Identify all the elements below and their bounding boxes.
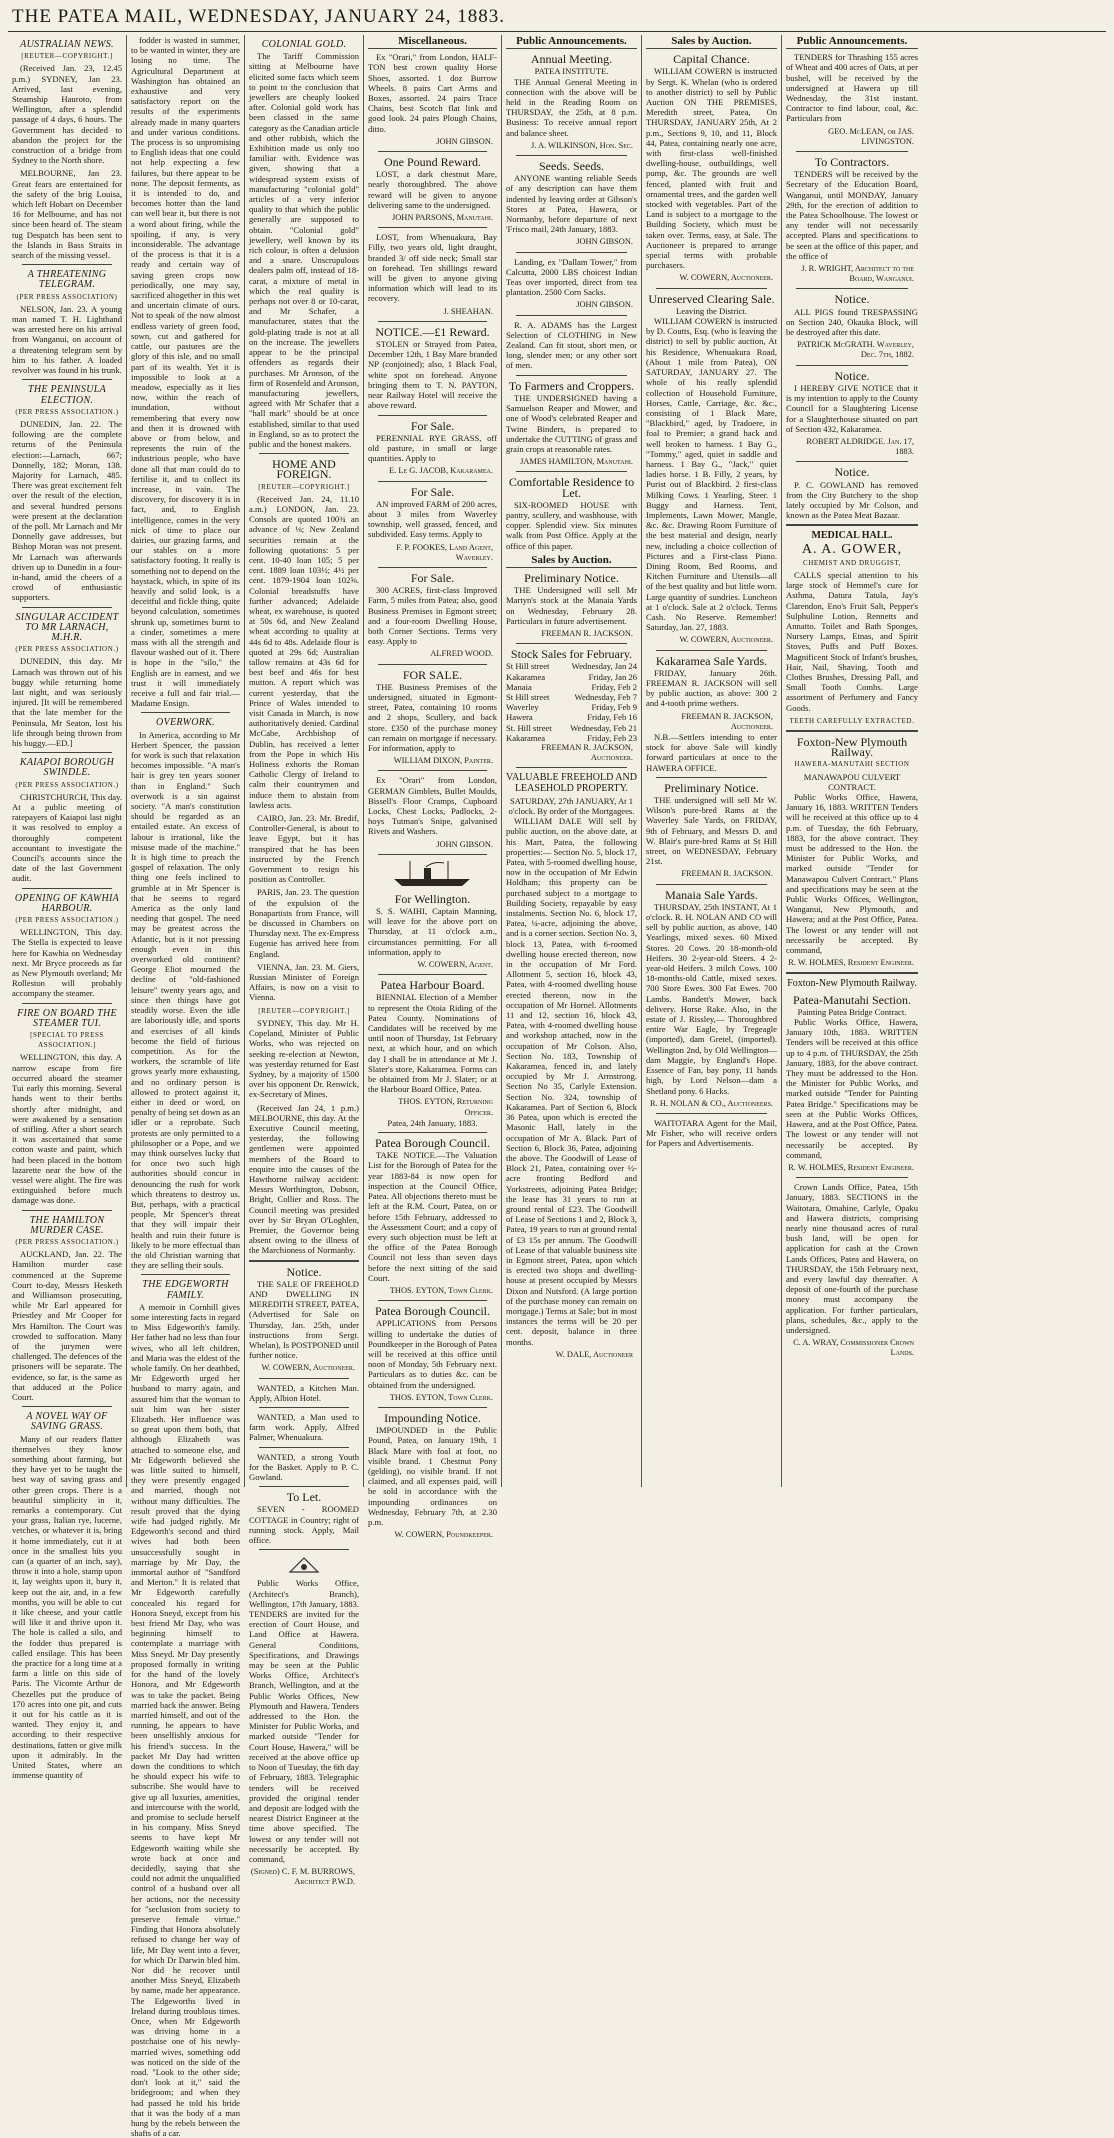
- divider: [22, 888, 112, 889]
- ad-heading: Annual Meeting.: [530, 52, 613, 67]
- ad-text: P. C. GOWLAND has removed from the City Butchery to the shop lately occupied by Mr Colson, and known as the Patea Meat Bazaar.: [786, 479, 918, 521]
- divider: [378, 854, 487, 855]
- ad-signature: THOS. EYTON, Returning Officer.: [398, 1097, 493, 1117]
- ad-heading: To Let.: [286, 1490, 322, 1505]
- column-6: [642, 35, 782, 1487]
- ad-text: WANTED, a Kitchen Man. Apply, Albion Hotel.: [249, 1382, 359, 1403]
- column-3: [245, 35, 364, 1887]
- ad-heading: Notice.: [286, 1264, 322, 1279]
- article-text: Many of our readers flatter themselves they know something about farming, but they have yet to be taught the best way of saving grass and other green crops. There is a beautiful simplicity in it, remarks a contemporary. Cut your grass, Italian rye, lucerne, vetches, or whatever it is, bring it home immediately, cut it at once in the smallest bits you can (a quarter of an inch, say), throw it into a hole, stamp upon it, lay weights upon it, bury it, keep out the air, and, in a few months, you will be able to cut it like cheese, and your cattle will like it and thrive upon it. The hole is called a silo, and the fodder thus prepared is called ensilage. This has been the practice for a long time at a farm a little on this side of Paris. The Vicomte Arthur de Chezelles put the produce of 170 acres into one pit, and cuts it out for his cattle as it is wanted. They enjoy it, and according to their respective destinations, fatten or give milk upon it admirably. In the United States, where an immense quantity of: [12, 1433, 122, 1781]
- divider: [516, 155, 627, 156]
- article-text: In America, according to Mr Herbert Spencer, the passion for work is such that relaxation becomes impossible. "A man's hair is grey ten years sooner than in England." Such overwork is a sin against society. "A man's constitution should be regarded as an entailed estate. An excess of labour is irrational, like the misuse made of the machine." It is high time to preach the gospel of relaxation. The only thing one feels inclined to grumble at in Mr Spencer is that he seems to regard America as the only land needing that gospel. The need may be greatest across the Atlantic, but is it not pressing enough even in this overworked old continent? George Eliot mourned the decline of "old-fashioned leisure" twenty years ago, and since then things have got steadily worse. Even the idle are laboriously idle, and sports and exercises of all kinds become the field of furious competition. As for the workers, the scramble of life grows yearly more exhausting, and no ordinary person is allowed to protect against it, either in deed or word, on penalty of being set down as an idler or a reprobate. Such protests are only permitted to a philosopher or a Pope, and we may think ourselves lucky that for once two such high authorities should concur in denouncing the rush for work which threatens to destroy us. But, perhaps, with a practical people, Mr Spencer's threat that they will impair their health and ruin their future is likely to be more effectual than the old Christian warning that they are selling their souls.: [131, 729, 240, 1271]
- ad-text: N.B.—Settlers intending to enter stock for above Sale will kindly forward particulars at once to the HAWERA OFFICE.: [646, 732, 777, 773]
- byline: (PER PRESS ASSOCIATION.): [15, 645, 119, 654]
- ad-signature: JOHN GIBSON.: [436, 136, 493, 146]
- headline: COLONIAL GOLD.: [261, 39, 347, 50]
- ad-signature: W. COWERN, Auctioneer.: [679, 635, 773, 645]
- headline: SINGULAR ACCIDENT TO MR LARNACH, M.H.R.: [15, 611, 119, 643]
- sale-date: Wednesday, Feb 21: [570, 722, 637, 733]
- byline: (PER PRESS ASSOCIATION.): [15, 780, 119, 789]
- ad-signature: THOS. EYTON, Town Clerk.: [389, 1392, 493, 1402]
- table-row: [506, 702, 637, 712]
- headline: OPENING OF KAWHIA HARBOUR.: [14, 892, 120, 914]
- ad-signature: W. COWERN, Agent.: [417, 960, 493, 970]
- divider: [516, 252, 627, 253]
- divider: [22, 1210, 112, 1211]
- ad-text: WILLIAM COWERN is instructed by D. Coutts, Esq. (who is leaving the district) to sell by public auction, At his Residence, Whenuakura Road, (About 1 mile from Patea), ON SATURDAY, JANUARY 27. The whole of his really splendid collection of Household Furniture, Horses, Cattle, Carriage, &c. &c., consisting of 1 Black Mare, "Blackbird," aged, by Tradoere, in foal to Premier; a grand hack and well broken to harness. 1 Bay G., "Tommy," aged, quiet in saddle and harness. 1 Bay G., "Jack," quiet ladies horse. 1 B. Filly, 2 years, by Purist out of Blackbird. 2 first-class Milking Cows. 1 Yearling, Steer. 1 Buggy and Harness. Tent, Implements, Lawn Mower, Mangle, &c. &c. Drawing Room Furniture of the best material and design, nearly new, including a choice collection of Pictures and a First-class Piano. Dining Room, Bed Rooms, and Kitchen Furniture and Utensils—all of the best quality and but little worn. Large quantity of sundries. Luncheon at 1 o'clock. Sale at 2 o'clock. Terms Cash. No Reserve. Remember! Saturday, Jan. 27, 1883.: [646, 316, 777, 633]
- ad-signature: C. A. WRAY, Commissioner Crown Lands.: [793, 1338, 914, 1358]
- byline: (PER PRESS ASSOCIATION.): [15, 916, 119, 925]
- article-text: MELBOURNE, Jan 23. Great fears are entertained for the safety of the brig Louisa, which left Hobart on December 16 for Melbourne, and has not since been heard of. The steam tug Despatch has been sent to the Islands in Bass Straits in search of the missing vessel.: [12, 168, 122, 261]
- ad-signature: R. W. HOLMES, Resident Engineer.: [788, 1162, 914, 1172]
- ad-subheading: Patea-Manutahi Section.: [793, 992, 911, 1007]
- table-row: [506, 723, 637, 733]
- masthead-title: THE PATEA MAIL, WEDNESDAY, JANUARY 24, 1883.: [12, 6, 506, 27]
- ad-text: TAKE NOTICE.—The Valuation List for the Borough of Patea for the year 1883-84 is now open for inspection at the Council Office, Patea. All objections thereto must be left at the R.M. Court, Patea, on or before 15th February, addressed to the Assessment Court; and a copy of every such objection must be left at the office of the Patea Borough Council not less than seven days before the next sitting of the said Court.: [368, 1150, 497, 1283]
- divider: [656, 1113, 767, 1114]
- divider: [141, 1274, 230, 1275]
- article-text: WELLINGTON, this day. A narrow escape from fire occurred aboard the steamer Tui early this morning. Several hands went to their berths shortly after midnight, and were awakened by a sensation of stifling. After a short search it was ascertained that some cotton waste and paint, which had been placed in the bottom lazarette near the bow of the vessel were alight. The fire was extinguished before much damage was done.: [12, 1052, 122, 1206]
- ad-text: IMPOUNDED in the Public Pound, Patea, on January 19th, 1 Black Mare with foal at foot, no visible brand. 1 Chestnut Pony (gelding), no visible brand. If not claimed, and all expenses paid, will be sold in accordance with the impounding ordinances on Wednesday, February 7th, at 2.30 p.m.: [368, 1425, 497, 1527]
- ad-heading: Patea Harbour Board.: [380, 978, 485, 993]
- divider: [516, 471, 627, 472]
- divider: [796, 365, 908, 366]
- ad-text: THE Annual General Meeting in connection with the above will be held in the Reading Room on THURSDAY, the 25th, at 8 p.m. Business: To receive annual report and balance sheet.: [506, 76, 637, 138]
- headline: THE EDGEWORTH FAMILY.: [142, 1279, 229, 1301]
- column-header: Sales by Auction.: [646, 35, 777, 49]
- divider: [656, 884, 767, 885]
- ad-text: THURSDAY, 25th INSTANT, At 1 o'clock. R. H. NOLAN AND CO will sell by public auction, as above, 140 Yearlings, mixed sexes. 60 Mixed Stores. 20 Cows. 20 18-month-old Heifers. 30 2-year-old Steers. 4 2-year-old Heifers. 3 milch Cows. 100 18-months-old Cattle, mixed sexes. 700 Store Ewes. 300 Fat Ewes. 700 Lambs. Bandett's Mower, back delivery. Horse Rake. Also, in the estate of J. Rissley,— Thoroughbred entire War Eagle, by Tregeagle (imported), dam Gretel, (imported). Wellington 2nd, by Old Wellington—dam Maggie, by England's Hope. Essence of Fan, bay pony, 11 hands high, by Lord Nelson—dam a Shetland pony. 6 Hacks.: [646, 901, 777, 1096]
- sale-date: Friday, Feb 23: [587, 732, 637, 743]
- ad-signature: WILLIAM DIXON, Painter.: [393, 756, 493, 766]
- table-row: [506, 672, 637, 682]
- ad-text: THE UNDERSIGNED having a Samuelson Reaper and Mower, and one of Wood's celebrated Reaper and Twine Binders, is prepared to undertake the CUTTING of grass and grain crops at reasonable rates.: [506, 392, 637, 454]
- divider: [249, 1260, 359, 1262]
- article-text: (Received Jan 24, 1 p.m.) MELBOURNE, this day. At the Executive Council meeting, yesterday, the following gentlemen were appointed members of the Board to enquire into the causes of the Hawthorne railway accident: Messrs Worthington, Dobson, Bright, Collier and Ross. The Council meeting was presided over by Sir Bryan O'Loghlen, Premier, the Governor being absent owing to the illness of the Marchioness of Normanby.: [249, 1102, 359, 1256]
- table-row: [506, 661, 637, 671]
- ad-text: APPLICATIONS from Persons willing to undertake the duties of Poundkeeper in the Borough of Patea will be received at this office until noon of Monday, 5th February next. Particulars as to duties &c. can be obtained from the undersigned.: [368, 1318, 497, 1390]
- column-4: [364, 35, 502, 1540]
- ad-heading: Unreserved Clearing Sale.: [648, 291, 775, 306]
- sale-place: St Hill street: [506, 661, 550, 672]
- divider: [259, 1486, 349, 1487]
- ad-heading: Preliminary Notice.: [524, 570, 619, 585]
- ad-text: AN improved FARM of 200 acres, about 3 miles from Waverley township, well grassed, fenced, and subdivided. Easy terms. Apply to: [368, 498, 497, 540]
- ad-heading: For Sale.: [410, 484, 455, 499]
- ad-text: ANYONE wanting reliable Seeds of any description can have them indented by leaving order at Gibson's Stores at Patea, Hawera, or Normanby, before departure of next 'Frisco mail, 24th January, 1883.: [506, 173, 637, 235]
- ad-text: TENDERS will be received by the Secretary of the Education Board, Wanganui, until MONDAY, January 29th, for the erection of addition to the Patea Schoolhouse. The lowest or any tender will not necessarily accepted. Plans and specifications to be seen at the office of this paper, and the office of: [786, 169, 918, 261]
- ad-heading: Foxton-New Plymouth Railway.: [796, 734, 908, 760]
- ad-heading: Patea Borough Council.: [375, 1136, 490, 1151]
- ad-heading: Stock Sales for February.: [510, 647, 633, 662]
- table-row: [506, 712, 637, 722]
- ad-signature: PATRICK McGRATH. Waverley, Dec. 7th, 1882.: [797, 340, 914, 360]
- divider: [786, 524, 918, 526]
- sale-date: Wednesday, Jan 24: [571, 661, 637, 672]
- article-text: CHRISTCHURCH, This day. At a public meeting of ratepayers of Kaiapoi last night it was resolved to employ a thoroughly competent accountant to investigate the Council's accounts since the date of the last Government audit.: [12, 791, 122, 884]
- article-text: SYDNEY, This day. Mr H. Copeland, Minister of Public Works, who was rejected on seeking re-election at Newton, was yesterday returned for East Sydney, by a majority of 1500 over his opponent Dr. Renwick, ex-Secretary of Mines.: [249, 1017, 359, 1100]
- ad-text: PERENNIAL RYE GRASS, off old pasture, in small or large quantities. Apply to: [368, 432, 497, 464]
- column-7: [782, 35, 922, 1487]
- headline: AUSTRALIAN NEWS.: [20, 39, 114, 50]
- article-text: The Tariff Commission sitting at Melbourne have elicited some facts which seem to point to the conclusion that jewellers are cheaply looked after. Colonial gold work has been classed in the same category as the Canadian article and other rubbish, which the Exhibition made us only too familiar with. Evidence was given, showing that a widespread system exists of manufacturing "colonial gold" articles of a very inferior quality to that which the public generally are supposed to obtain. "Colonial gold" jewellery, well known by its rich colour, is often a delusion and a snare. Unscrupulous dealers palm off, instead of 18-carat, a mixture of metal in which the real quality is perhaps not over 8 or 10-carat, and Mr Schafer, a manufacturer, states that the gold-plating trade is not at all on the increase. The jewellers appear to be the principal offenders as regards their purchases. Mr Aronson, of the firm of Rosenfeld and Aronson, manufacturing jewellers, agreed with Mr Schafer that a "hall mark" should be at once established, similar to that used in England, so as to protect the public and the honest makers.: [249, 51, 359, 449]
- divider: [656, 777, 767, 778]
- headline: OVERWORK.: [156, 717, 215, 729]
- ad-heading: Foxton-New Plymouth Railway.: [787, 978, 917, 990]
- divider: [22, 607, 112, 608]
- ad-text: WILLIAM COWERN is instructed by Sergt. K. Whelan (who is ordered to another district) to sell by Public Auction ON THE PREMISES, Meredith street, Patea, On THURSDAY, JANUARY 25th, At 2 p.m., Sections 9, 10, and 11, Block 44, Patea, containing nearly one acre, with first-class well-finished dwelling-house, outbuildings, well pump, &c. The grounds are well fenced, planted with fruit and ornamental trees, and the garden well stocked with vegetables. Part of the Land is subject to a mortgage to the Building Society, which must be taken over. Terms, easy, at Sale. The Auctioneer is prepared to arrange special terms with probable purchasers.: [646, 66, 777, 271]
- divider: [378, 415, 487, 416]
- sale-place: Manaia: [506, 681, 532, 692]
- sale-place: Kakaramea: [506, 732, 546, 743]
- ad-heading: Seeds. Seeds.: [539, 159, 604, 174]
- ad-subheading: A. A. GOWER,: [801, 541, 903, 557]
- divider: [141, 712, 230, 713]
- article-text: WELLINGTON, This day. The Stella is expected to leave here for Kawhia on Wednesday next. Mr Bryce proceeds as far as New Plymouth overland; Mr Rolleston will probably accompany the steamer.: [12, 927, 122, 999]
- byline: (PER PRESS ASSOCIATION): [16, 292, 118, 301]
- ad-heading: For Wellington.: [394, 891, 471, 906]
- divider: [378, 567, 487, 568]
- ad-heading: One Pound Reward.: [384, 155, 481, 170]
- byline: [REUTER—COPYRIGHT.]: [258, 482, 350, 491]
- ad-text: Ex "Orari" from London, GERMAN Gimblets, Bullet Moulds, Bissell's Floor Cramps, Cupboard Locks, Chest Locks, Padlocks, 2-hoys Tutman's Snipe, galvanised Rivets and Washers.: [368, 775, 497, 837]
- headline: THE HAMILTON MURDER CASE.: [29, 1214, 105, 1236]
- headline: FIRE ON BOARD THE STEAMER TUI.: [17, 1007, 117, 1029]
- ad-signature: JOHN GIBSON.: [576, 300, 633, 310]
- ad-heading: Notice.: [834, 292, 870, 307]
- column-header: Sales by Auction.: [506, 554, 637, 568]
- ad-text: TENDERS for Thrashing 155 acres of Wheat and 400 acres of Oats, at per bushel, will be received by the undersigned at Hawera up till Wednesday, the 31st instant. Contractor to find labour, coal, &c. Particulars from: [786, 52, 918, 124]
- ad-heading: To Contractors.: [814, 155, 890, 170]
- divider: [378, 1300, 487, 1301]
- ad-text: ALL PIGS found TRESPASSING on Section 240, Okauka Block, will be destroyed after this date.: [786, 306, 918, 338]
- ad-subheading: HAWERA-MANUTAHI SECTION: [794, 760, 910, 769]
- ad-text: LOST, from Whenuakura, Bay Filly, two years old, light draught, branded 3/ off side neck; Small star on forehead. Ten shillings reward will be given to anyone giving information which will lead to its recovery.: [368, 232, 497, 304]
- divider: [378, 321, 487, 322]
- divider: [378, 974, 487, 975]
- divider: [378, 151, 487, 152]
- divider: [259, 1549, 349, 1550]
- headline: HOME AND FOREIGN.: [272, 457, 336, 482]
- divider: [22, 1406, 112, 1407]
- article-text: AUCKLAND, Jan. 22. The Hamilton murder case commenced at the Supreme Court to-day, Messrs Hesketh and Williamson prosecuting, while Mr Earl appeared for Priestley and Mr Cooper for Mrs Hamilton. The Court was crowded to suffocation. Many of the jurymen were challenged. The defences of the prisoners will be separate. The evidence, so far, is the same as that adduced at the Police Court.: [12, 1249, 122, 1402]
- divider: [796, 1177, 908, 1178]
- ad-subheading: SATURDAY, 27th JANUARY, At 1 o'clock. By order of the Mortgagees.: [508, 795, 635, 816]
- sale-place: Waverley: [506, 702, 539, 713]
- ad-signature: ROBERT ALDRIDGE. Jan. 17, 1883.: [806, 436, 914, 457]
- stock-sales-table: [506, 661, 637, 743]
- ad-text: WANTED, a strong Youth for the Basket. Apply to P. C. Gowland.: [249, 1451, 359, 1483]
- ad-text: THE Undersigned will sell Mr Martyn's stock at the Manaia Yards on Wednesday, February 28. Particulars in future advertisement.: [506, 585, 637, 626]
- ad-signature: TEETH CAREFULLY EXTRACTED.: [789, 716, 915, 725]
- divider: [796, 288, 908, 289]
- sale-date: Wednesday, Feb 7: [574, 691, 637, 702]
- headline: A NOVEL WAY OF SAVING GRASS.: [26, 1411, 108, 1433]
- ad-text: WANTED, a Man used to farm work. Apply, Alfred Palmer, Whenuakura.: [249, 1412, 359, 1443]
- ad-signature: ALFRED WOOD.: [430, 649, 493, 659]
- divider: [656, 288, 767, 289]
- headline: THE PENINSULA ELECTION.: [27, 384, 107, 406]
- ad-signature: JOHN GIBSON.: [576, 237, 633, 247]
- sale-place: Kakaramea: [506, 671, 546, 682]
- ad-text: SEVEN - ROOMED COTTAGE in Country; right of running stock. Apply, Mail office.: [249, 1504, 359, 1546]
- ad-heading: To Farmers and Croppers.: [508, 378, 635, 393]
- ad-signature: JOHN PARSONS, Manutahi.: [391, 213, 493, 223]
- column-header: Miscellaneous.: [368, 35, 497, 49]
- divider: [22, 264, 112, 265]
- ad-text: R. A. ADAMS has the Largest Selection of CLOTHING in New Zealand. Can fit stout, short men, or long, slender men; or any other sort of men.: [506, 319, 637, 371]
- byline: (PER PRESS ASSOCIATION.): [15, 1237, 119, 1246]
- ad-signature: THOS. EYTON, Town Clerk.: [389, 1285, 493, 1295]
- headline: KAIAPOI BOROUGH SWINDLE.: [19, 757, 115, 779]
- ad-text: THE undersigned will sell Mr W. Wilson's pure-bred Rams at the Waverley Sale Yards, on FRIDAY, 9th of February, and Messrs D. and W. Blair's pure-bred Rams at St Hill street, on WEDNESDAY, February 21st.: [646, 795, 777, 867]
- ad-subheading: Leaving the District.: [676, 305, 747, 316]
- article-text: DUNEDIN, Jan. 22. The following are the complete returns of the Peninsula election:—Larnach, 667; Donnelly, 182; Moran, 138. Majority for Larnach, 485. There was great excitement felt over the result of the election, and several hundred persons were present at the declaration of the poll. Mr Larnach and Mr Donnelly gave addresses, but Bishop Moran was not present. Mr Larnach was afterwards driven up to Dunedin in a four-in-hand, amid the cheers of a crowd of enthusiastic supporters.: [12, 418, 122, 603]
- ad-text: SIX-ROOMED HOUSE with pantry, scullery, and washhouse, with copper. Splendid view. Six minutes walk from Post Office. Apply at the office of this paper.: [506, 499, 637, 551]
- byline: (PER PRESS ASSOCIATION.): [15, 407, 119, 416]
- divider: [516, 767, 627, 768]
- columns: [8, 35, 1106, 2138]
- ad-heading: For Sale.: [410, 570, 455, 585]
- table-row: [506, 682, 637, 692]
- ad-signature: GEO. McLEAN, or JAS. LIVINGSTON.: [828, 126, 914, 146]
- ad-signature: R. W. HOLMES, Resident Engineer.: [788, 958, 914, 968]
- ad-text: Public Works Office, Hawera, January 10th, 1883. WRITTEN Tenders will be received at this office up to 4 p.m. of THURSDAY, the 25th January, 1883, for the above contract. They must be addressed to the Hon. the Minister for Public Works, and marked outside "Tender for Painting Patea Bridge." Specifications may be seen at the Public Works Offices, Hawera, and at the Post Office, Patea. The lowest or any tender will not necessarily be accepted. By command,: [786, 1017, 918, 1160]
- ad-heading: Preliminary Notice.: [664, 780, 759, 795]
- sale-date: Friday, Feb 16: [587, 712, 637, 723]
- ad-signature: FREEMAN R. JACKSON, Auctioneer.: [681, 711, 773, 731]
- ad-subheading: Painting Patea Bridge Contract.: [797, 1006, 907, 1017]
- ad-signature: FREEMAN R. JACKSON, Auctioneer.: [541, 742, 633, 763]
- divider: [378, 770, 487, 771]
- ad-text: FRIDAY, January 26th. FREEMAN R. JACKSON will sell by public auction, as above: 300 2 and 4-tooth prime wethers.: [646, 667, 777, 709]
- ad-heading: Capital Chance.: [673, 52, 750, 67]
- ad-heading: VALUABLE FREEHOLD AND LEASEHOLD PROPERTY.: [506, 772, 637, 794]
- byline: [SPECIAL TO PRESS ASSOCIATION.]: [30, 1031, 104, 1050]
- divider: [259, 453, 349, 454]
- divider: [786, 730, 918, 732]
- ad-signature: FREEMAN R. JACKSON.: [681, 869, 773, 879]
- ad-signature: JOHN GIBSON.: [436, 839, 493, 849]
- divider: [259, 1407, 349, 1408]
- ad-heading: NOTICE.—£1 Reward.: [375, 324, 490, 339]
- divider: [796, 461, 908, 462]
- article-text: VIENNA, Jan. 23. M. Giers, Russian Minister of Foreign Affairs, is now on a visit to Vienna.: [249, 961, 359, 1003]
- ad-text: THE Business Premises of the undersigned, situated in Egmont-street, Patea, containing 10 rooms and 2 shops, Scullery, and back store. £350 of the purchase money can remain on mortgage if necessary. For information, apply to: [368, 681, 497, 753]
- divider: [516, 315, 627, 316]
- column-header: Public Announcements.: [786, 35, 918, 49]
- ad-subheading: PATEA INSTITUTE.: [534, 66, 609, 77]
- ad-text: LOST, a dark chestnut Mare, nearly thoroughbred. The above reward will be given to anyone delivering same to the undersigned.: [368, 169, 497, 210]
- ad-heading: FOR SALE.: [402, 667, 463, 682]
- ad-text: THE SALE OF FREEHOLD AND DWELLING IN MEREDITH STREET, PATEA, (Advertised for Sale on Thursday, Jan. 25th, under instructions from Sergt. Whelan), Is POSTPONED until further notice.: [249, 1278, 359, 1361]
- article-text: DUNEDIN, this day. Mr Larnach was thrown out of his buggy while returning home last night, and was seriously injured. [It will be remembered that the late member for the Peninsula, Mr Seaton, lost his life through being thrown from his buggy.—ED.]: [12, 656, 122, 748]
- ad-heading: For Sale.: [410, 418, 455, 433]
- ad-text: Ex "Orari," from London, HALF-TON best crown quality Horse Shoes, assorted. 1 doz Burrow Wheels. 8 pairs Cart Arms and Boxes, assorted. 24 pairs Trace Chains, best Scotch flat link and good look. 24 pairs Plough Chains, ditto.: [368, 52, 497, 134]
- ad-signature: W. COWERN, Auctioneer.: [261, 1363, 355, 1373]
- divider: [656, 650, 767, 651]
- ad-text: CALLS special attention to his large stock of Hemmel's cure for Asthma, Datura Tatula, Jay's Clarendon, Eno's Fruit Salt, Pepper's Sulphuline Lotion, Rennetts and Annatto. Toilet and Bath Sponges, Nursery Lamps, Etnas, and Spirit Stoves, Puffs and Puff Boxes. Magnificent Stock of Infant's brushes, Hair, Nail, Shaving, Tooth and Clothes Brushes, Dressing Pall, and Small Tooth Combs. Large assortment of Perfumery and Fancy Goods.: [786, 569, 918, 713]
- divider: [259, 1447, 349, 1448]
- sale-place: St Hill street: [506, 691, 550, 702]
- crest-icon: [249, 1554, 359, 1578]
- article-text: fodder is wasted in summer, to be wanted in winter, they are losing no time. The Agricultural Department at Washington has obtained an exhaustive and very satisfactory report on the results of the experiments already made in many quarters and under various conditions. The process is so unpromising to English ideas that one could not help expecting a few failures, but there appear to be none. The deposit ferments, as it is intended to do, and becomes hotter than the land can well bear it, but there is not a word about firing, while the spoiling, if any, is very inconsiderable. The advantage of the process is that it is a ready and certain way of saving green crops now periodically, one may say, sacrificed altogether in this wet and uncertain climate of ours. Not to speak of the now almost endless variety of green food, sown, cut and gathered for cattle, our pastures are the glory of this isle, and no small part of its wealth. Yet it is impossible to look at a meadow, especially as it lies now, within the reach of inundation, without remembering that every now and then it is drowned with above or from below, and represents the ruin of the industrious people, who have done all that man could do to fertilise it, and to collect its increase, in vain. The discovery, for discovery it is in fact, and, to English intelligence, comes in the very nick of time to place our dairies, our grazing farms, and our stables on a more satisfactory footing. It really is something not to depend on the haystack, which, in spite of its heavily and solid look, is a deceitful and fickle thing, quite beyond calculation, sometimes shrunk up, sometimes burnt to a cinder, sometimes a mere mass with all the strength and flavour washed out of it. There is hope in the "silo," the English are in earnest, and we trust it will immediately receive a full and fair trial.—Madame Ensign.: [131, 35, 240, 709]
- steamship-icon: [368, 859, 497, 889]
- ad-subheading: CHEMIST AND DRUGGIST,: [802, 558, 902, 567]
- masthead: [8, 6, 1106, 32]
- ad-text: Public Works Office, (Architect's Branch), Wellington, 17th January, 1883. TENDERS are invited for the erection of Court House, and Land Office at Hawera. General Conditions, Specifications, and Drawings may be seen at the Public Works Office, Architect's Branch, Wellington, and at the Public Works Offices, New Plymouth and Hawera. Tenders addressed to the Hon. the Minister for Public Works, and marked outside "Tender for Court House, Hawera," will be received at the above office up to Noon of Tuesday, the 6th day of February, 1883. Telegraphic tenders will be received provided the original tender and deposit are lodged with the nearest District Engineer at the time above specified. The lowest or any tender will not necessarily be accepted. By command,: [249, 1578, 359, 1864]
- article-text: PARIS, Jan. 23. The question of the expulsion of the Bonapartists from France, will be discussed in Chambers on Thursday next. The ex-Empress Eugenie has arrived here from England.: [249, 887, 359, 959]
- divider: [378, 481, 487, 482]
- ad-text: STOLEN or Strayed from Patea, December 12th, 1 Bay Mare branded NP (conjoined); also, 1 Black Foal, white spot on forehead. Anyone bringing them to T. N. PAYTON, near Railway Hotel will receive the above reward.: [368, 339, 497, 411]
- column-5: [502, 35, 642, 1487]
- ad-signature: J. SHEAHAN.: [443, 306, 493, 316]
- ad-text: BIENNIAL Election of a Member to represent the Otoia Riding of the Patea County. Nominations of Candidates will be received by me until noon of Thursday, 1st February next, at which hour, and on which day I shall be in attendance at Mr J. Slater's store, Kakaramea. Forms can be obtained from Mr J. Slater; or at the Harbour Board Office, Patea.: [368, 992, 497, 1095]
- ad-heading: Kakaramea Sale Yards.: [655, 653, 768, 668]
- ad-subheading: MANAWAPOU CULVERT CONTRACT.: [803, 771, 901, 792]
- ad-signature: W. DALE, Auctioneer: [555, 1349, 633, 1359]
- divider: [22, 379, 112, 380]
- ad-date: Patea, 24th January, 1883.: [387, 1117, 478, 1128]
- column-2: [127, 35, 245, 2138]
- article-text: CAIRO, Jan. 23. Mr. Bredif, Controller-General, is about to leave Egypt, but it has transpired that he has been instructed by the French Government to resign his position as Controller.: [249, 813, 359, 885]
- ad-text: 300 ACRES, first-class Improved Farm, 5 miles from Patea; also, good Business Premises in Egmont street; and a four-room Dwelling House, both Corner Sections. Terms very easy. Apply to: [368, 585, 497, 647]
- ad-signature: F. P. FOOKES, Land Agent, Waverley.: [396, 542, 493, 562]
- divider: [259, 1378, 349, 1379]
- sale-place: Hawera: [506, 712, 533, 723]
- divider: [796, 151, 908, 152]
- sale-place: St. Hill street: [506, 722, 552, 733]
- ad-signature: JAMES HAMILTON, Manutahi.: [520, 457, 633, 467]
- divider: [378, 227, 487, 228]
- divider: [22, 1003, 112, 1004]
- ad-signature: J. A. WILKINSON, Hon. Sec.: [530, 140, 633, 150]
- article-text: NELSON, Jan. 23. A young man named T. H. Lightband was arrested here on his arrival from Wanganui, on account of a threatening telegram sent by him to his father. A loaded revolver was found in his trunk.: [12, 303, 122, 376]
- ad-heading: Notice.: [834, 465, 870, 480]
- divider: [22, 752, 112, 753]
- divider: [378, 664, 487, 665]
- ad-heading: MEDICAL HALL.: [811, 530, 893, 542]
- ad-text: S. S. WAIHI, Captain Manning, will leave for the above port on Thursday, at 11 o'clock a.m., circumstances permitting. For all information, apply to: [368, 906, 497, 957]
- ad-text: WILLIAM DALE Will sell by public auction, on the above date, at his Mart, Patea, the following properties:— Section No. 5, block 17, Patea, with 5-roomed dwelling house, now in the occupation of Mr Edwin Holdham; this property can be purchased subject to a mortgage to Building Society, repayable by easy instalments. Section No. 6, block 17, Patea, ¼-acre, adjoining the above, and is a corner section. Section No. 3, block 13, Patea, with 6-roomed dwelling house erected thereon, now in the occupation of Mr Ford. Allotment 5, section 16, block 43, Patea, with 4-roomed dwelling house erected thereon, now in the occupation of Mr Hornel. Allotments 11 and 12, section 16, block 43, Patea, with 4-roomed dwelling house and workshop attached, now in the occupation of Mr Colson. Also, Section No. 183, Township of Kakaramea, fenced in, and lately occupied by Mr J. Armstrong. Section No 35, Carlyle Extension. Section No. 324, township of Kakaramea. Part of Section 6, Block 36 Patea, upon which is erected the Masonic Hall, lately in the occupation of Mr A. Black. Part of Section 6, Block 36, Patea, adjoining the above. The Goodwill of Lease of Block 21, Patea, containing over ½-acre fronting Bedford and Yorkstreets, adjoining Patea Bridge; the lease has 31 years to run at ground rental of £23. The Goodwill of Lease of Sections 1 and 2, Block 3, Patea, 19 years to run at ground rental of £3 15s per annum. The Goodwill of Lease of that valuable business site in Egmont street, Patea, upon which is erected two shops and dwelling-house at present occupied by Messrs Dixon and Nutsford. (A large portion of the purchase money can remain on mortgage.) Terms at Sale; but in most instances the terms will be 20 per cent. deposit, balance in three months.: [506, 816, 637, 1347]
- ad-signature: J. R. WRIGHT, Architect to the Board, Wanganui.: [801, 264, 914, 284]
- divider: [516, 643, 627, 644]
- ad-signature: E. Le G. JACOB, Kakaramea.: [389, 466, 493, 476]
- article-text: (Received Jan. 23, 12.45 p.m.) SYDNEY, Jan 23. Arrived, last evening, Steamship Hauroto, from Wellington, after a splendid passage of 4 days, 6 hours. The Government has decided to abandon the project for the construction of a bridge from Sydney to the North shore.: [12, 63, 122, 166]
- divider: [516, 375, 627, 376]
- ad-signature: W. COWERN, Auctioneer.: [679, 273, 773, 283]
- column-header: Public Announcements.: [506, 35, 637, 49]
- column-1: [8, 35, 127, 1781]
- ad-heading: Manaia Sale Yards.: [665, 887, 758, 902]
- ad-heading: Notice.: [834, 368, 870, 383]
- ad-text: I HEREBY GIVE NOTICE that it is my intention to apply to the County Council for a Slaughtering License for a Slaughterhouse situated on part of Section 432, Kakaramea.: [786, 382, 918, 434]
- ad-heading: Impounding Notice.: [384, 1410, 481, 1425]
- ad-heading: Patea Borough Council.: [375, 1304, 490, 1319]
- sale-date: Friday, Feb 9: [591, 702, 637, 713]
- ad-signature: (Signed) C. F. M. BURROWS, Architect P.W.D.: [250, 1867, 355, 1887]
- ad-text: Crown Lands Office, Patea, 15th January, 1883. SECTIONS in the Waitotara, Omahine, Carlyle, Opaku and Hawera districts, comprising nearly nine thousand acres of rural bush land, will be open for application for cash at the Crown Lands Offices, Patea and Hawera, on THURSDAY, the 15th February next, and every lawful day thereafter. A deposit of one-fourth of the purchase money must accompany the application. For further particulars, plans, schedules, &c., apply to the undersigned.: [786, 1182, 918, 1335]
- byline: [REUTER—COPYRIGHT.]: [21, 52, 113, 61]
- table-row: [506, 692, 637, 702]
- ad-signature: FREEMAN R. JACKSON.: [541, 628, 633, 638]
- divider: [378, 1132, 487, 1133]
- ad-heading: Comfortable Residence to Let.: [508, 475, 635, 500]
- sale-date: Friday, Jan 26: [588, 671, 637, 682]
- article-text: (Received Jan. 24, 11.10 a.m.) LONDON, Jan. 23. Consols are quoted 100¾ an advance of ⅛; New Zealand securities remain at the following quotations: 5 per cent. 10-40 loan 105; 5 per cent. 1889 loan 103½; 4½ per cent. 1879-1904 loan 102⅝. Colonial breadstuffs have further advanced; Adelaide wheat, ex warehouse, is quoted at 50s 6d, and New Zealand wheat according to quality at 44s 6d to 48s. Adelaide flour is quoted at 29s 6d; Australian tallow remains at 43s 6d for best beef and 46s for best mutton. A report which was current yesterday, that the Prince of Wales intended to visit Canada in March, is now authoritatively denied. Cardinal McCabe, Archbishop of Dublin, has received a letter from the Pope in which His Holiness exhorts the Roman Catholic Clergy of Ireland to calm their countrymen and induce them to abstain from lawless acts.: [249, 493, 359, 810]
- sale-date: Friday, Feb 2: [591, 681, 637, 692]
- table-row: [506, 733, 637, 743]
- ad-text: Landing, ex "Dallam Tower," from Calcutta, 2000 LBS choicest Indian Teas over imported, direct from tea plantation. 2500 Corn Sacks.: [506, 256, 637, 298]
- ad-text: WAITOTARA Agent for the Mail, Mr Fisher, who will receive orders for Papers and Advertisements.: [646, 1117, 777, 1149]
- headline: A THREATENING TELEGRAM.: [27, 269, 107, 291]
- ad-signature: W. COWERN, Poundkeeper.: [394, 1530, 493, 1540]
- article-text: A memoir in Cornhill gives some interesting facts in regard to Miss Edgeworth's family. Her father had no less than four wives, who all left children, and Maria was the eldest of the whole family. On her deathbed, Mr Edgeworth urged her husband to marry again, and assured him that the woman to suit him was her sister Elizabeth. Her influence was so great upon them both, that although Elizabeth was attached to someone else, and Mr Edgeworth believed she was little suited to himself, they were presently engaged and married, though not without many difficulties. The result proved that the dying wife had judged rightly. Mr Edgeworth's second and third wives had both been unsuccessfully sought in marriage by Mr Day, the immortal author of "Sandford and Merton." It is related that Mr Edgeworth carefully concealed his regard for Honora Sneyd, except from his best friend Mr Day, who was beginning himself to contemplate a marriage with Miss Sneyd. Mr Day presently proposed formally in writing for the hand of the lovely Honora, and Mr Edgeworth was to take the packet. Being married back the answer. Being married himself, and out of the running, he appears to have been unselfishly anxious for his friend's success. In the packet Mr Day had written down the conditions to which he should expect his wife to subscribe. She would have to give up all luxuries, amenities, and intercourse with the world, and promise to seclude herself in his company. Miss Sneyd seems to have kept Mr Edgeworth waiting while she wrote back at once and decidedly, saying that she could not admit the unqualified control of a husband over all her actions, nor the necessity for "seclusion from society to preserve female virtue." Finding that Honora absolutely refused to change her way of life, Mr Day went into a fever, for which Dr Darwin bled him. Nor did he recover until another Miss Sneyd, Elizabeth by name, made her appearance. The Edgeworths lived in Ireland during troublous times. Once, when Mr Edgeworth was driving home in a postchaise one of his newly-married wives, something odd was noticed on the side of the road. "Look to the other side; don't look at it," said the bridegroom; and when they had passed he told his bride that it was the body of a man hung by the rebels between the shafts of a car.: [131, 1301, 240, 2138]
- byline: [REUTER—COPYRIGHT.]: [258, 1006, 350, 1015]
- ad-signature: R. H. NOLAN & CO., Auctioneers.: [650, 1098, 773, 1108]
- divider: [786, 972, 918, 974]
- ad-text: Public Works Office, Hawera, January 16, 1883. WRITTEN Tenders will be received at this office up to 4 p.m. of Tuesday, the 6th February, 1883, for the above contract. They must be addressed to the Hon. the Minister for Public Works, and marked outside "Tender for Manawapou Culvert Contract." Plans and specifications may be seen at the Public Works Offices, Wellington, Wanganui, New Plymouth, and Hawera; and at the Post Office, Patea. The lowest or any tender will not necessarily be accepted. By command,: [786, 792, 918, 956]
- divider: [378, 1407, 487, 1408]
